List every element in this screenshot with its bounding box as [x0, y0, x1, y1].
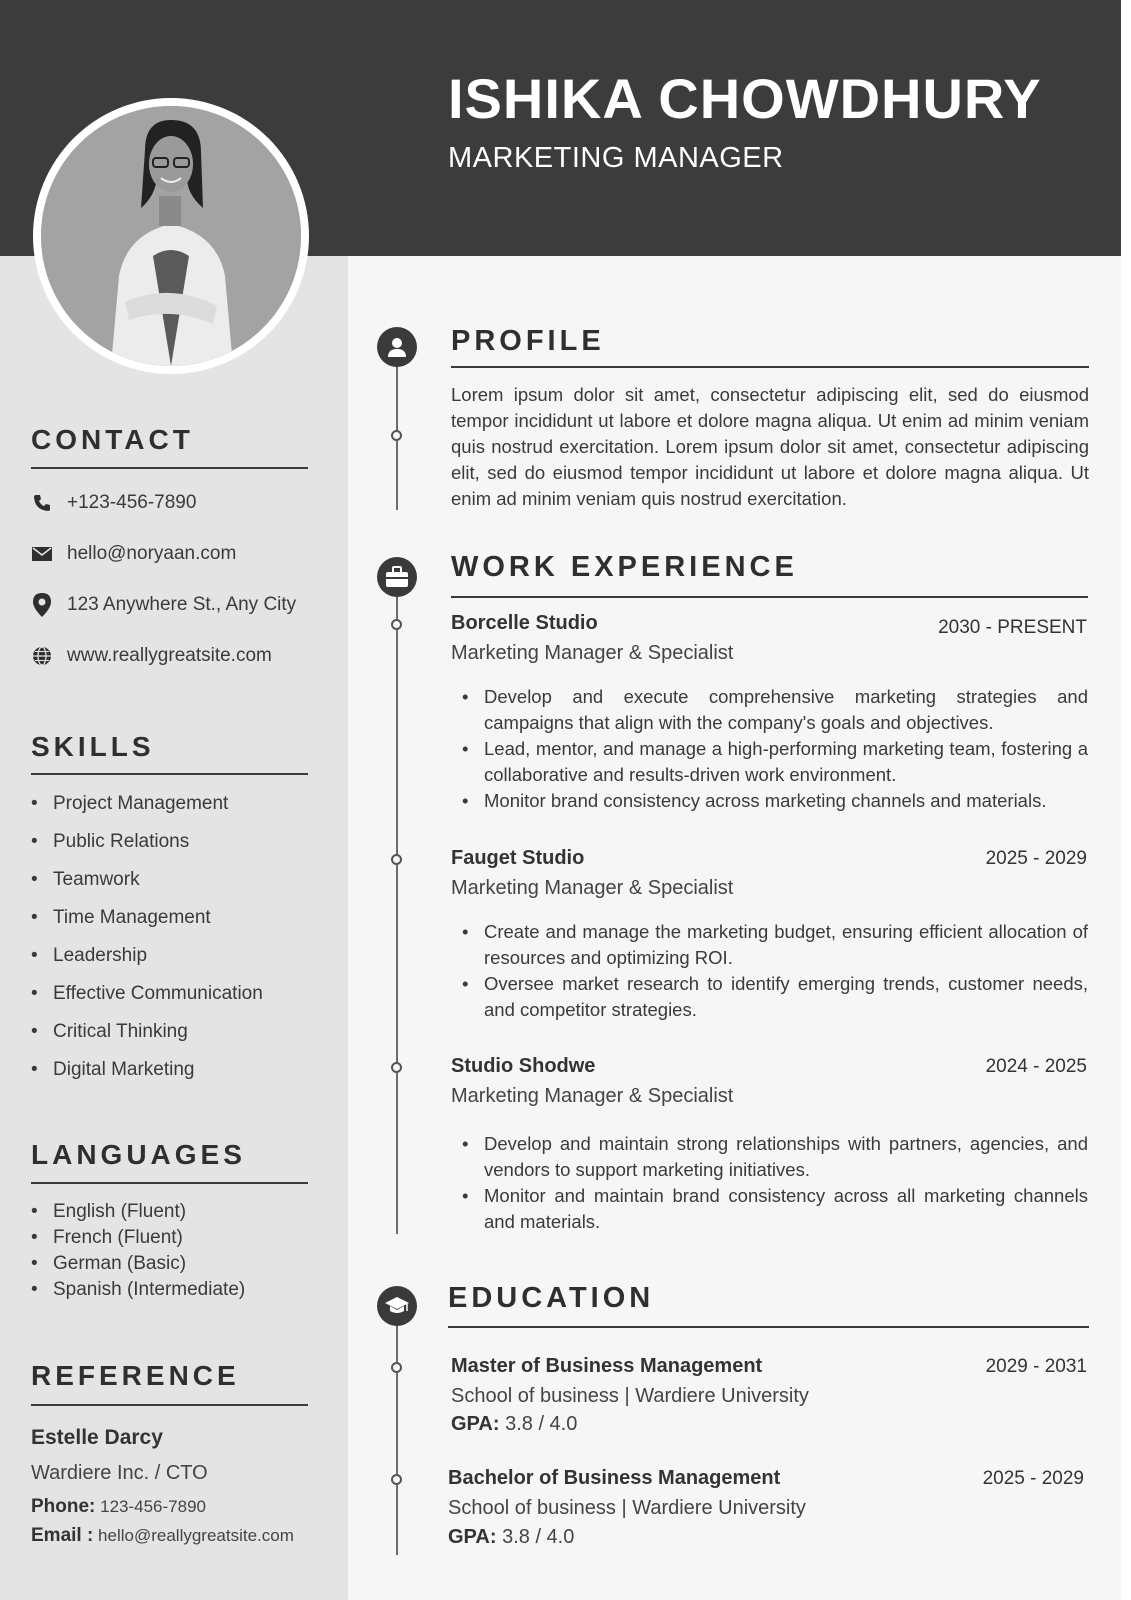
skill-item: • Public Relations: [31, 828, 263, 866]
graduation-cap-icon: [377, 1286, 417, 1326]
contact-website: www.reallygreatsite.com: [67, 645, 272, 666]
contact-phone-row: [31, 488, 196, 518]
education-gpa: [448, 1526, 574, 1549]
contact-divider: [31, 467, 308, 469]
reference-organization: Wardiere Inc. / CTO: [31, 1462, 208, 1484]
reference-phone-label: Phone:: [31, 1496, 96, 1517]
timeline-dot: [391, 1062, 402, 1073]
location-pin-icon: [31, 594, 53, 616]
timeline-dot: [391, 854, 402, 865]
skill-item: • Critical Thinking: [31, 1018, 263, 1056]
education-dates: 2025 - 2029: [982, 1468, 1084, 1489]
language-item: • English (Fluent): [31, 1199, 245, 1225]
profile-heading: PROFILE: [451, 325, 605, 357]
reference-email-value: hello@reallygreatsite.com: [98, 1526, 294, 1545]
contact-address-row: [31, 590, 296, 620]
job-role: Marketing Manager & Specialist: [451, 877, 734, 899]
gpa-label: GPA:: [451, 1413, 500, 1435]
page-edge: [1121, 0, 1131, 1600]
job-bullets: [460, 1131, 1088, 1235]
job-role: Marketing Manager & Specialist: [451, 642, 734, 664]
job-bullet: • Oversee market research to identify emerging trends, customer needs, and competitor strategies.: [460, 971, 1088, 1023]
job-company: Borcelle Studio: [451, 612, 598, 634]
education-school: School of business | Wardiere University: [448, 1497, 806, 1519]
job-bullet: • Monitor and maintain brand consistency across all marketing channels and materials.: [460, 1183, 1088, 1235]
skill-item: • Time Management: [31, 904, 263, 942]
skill-item: • Leadership: [31, 942, 263, 980]
envelope-icon: [31, 543, 53, 565]
gpa-value: 3.8 / 4.0: [502, 1526, 575, 1548]
education-dates: 2029 - 2031: [985, 1356, 1087, 1377]
reference-divider: [31, 1404, 308, 1406]
job-dates: 2030 - PRESENT: [938, 617, 1087, 638]
job-bullet: • Develop and maintain strong relationships with partners, agencies, and vendors to support marketing initiatives.: [460, 1131, 1088, 1183]
reference-email-label: Email :: [31, 1525, 94, 1546]
job-bullets: [460, 684, 1088, 814]
job-role: Marketing Manager & Specialist: [451, 1085, 734, 1107]
skill-item: • Project Management: [31, 790, 263, 828]
education-divider: [448, 1326, 1089, 1328]
job-bullets: [460, 919, 1088, 1023]
language-item: • Spanish (Intermediate): [31, 1277, 245, 1303]
contact-address: 123 Anywhere St., Any City: [67, 594, 297, 615]
education-heading: EDUCATION: [448, 1282, 655, 1314]
experience-heading: WORK EXPERIENCE: [451, 551, 798, 583]
timeline-line: [396, 1325, 398, 1555]
job-company: Studio Shodwe: [451, 1055, 596, 1077]
reference-email: [31, 1525, 294, 1547]
education-school: School of business | Wardiere University: [451, 1385, 809, 1407]
contact-heading: CONTACT: [31, 424, 194, 455]
timeline-line: [396, 594, 398, 1234]
timeline-dot: [391, 1362, 402, 1373]
languages-divider: [31, 1182, 308, 1184]
job-dates: 2024 - 2025: [985, 1056, 1087, 1077]
contact-email-row: [31, 539, 236, 569]
briefcase-icon: [377, 557, 417, 597]
reference-name: Estelle Darcy: [31, 1426, 163, 1449]
job-bullet: • Monitor brand consistency across marketing channels and materials.: [460, 788, 1088, 814]
timeline-dot: [391, 1474, 402, 1485]
skills-heading: SKILLS: [31, 731, 155, 762]
job-bullet: • Develop and execute comprehensive marketing strategies and campaigns that align with the company's goals and objectives.: [460, 684, 1088, 736]
languages-heading: LANGUAGES: [31, 1139, 246, 1170]
skills-list: [31, 790, 263, 1094]
education-degree: Bachelor of Business Management: [448, 1467, 781, 1489]
avatar: [41, 106, 301, 366]
job-company: Fauget Studio: [451, 847, 585, 869]
timeline-dot: [391, 619, 402, 630]
reference-heading: REFERENCE: [31, 1360, 240, 1391]
phone-icon: [31, 492, 53, 514]
education-degree: Master of Business Management: [451, 1355, 763, 1377]
reference-phone-value: 123-456-7890: [100, 1497, 206, 1516]
resume-name: ISHIKA CHOWDHURY: [448, 67, 1042, 130]
resume-title: MARKETING MANAGER: [448, 142, 784, 174]
job-bullet: • Create and manage the marketing budget, ensuring efficient allocation of resources and optimizing ROI.: [460, 919, 1088, 971]
contact-website-row: [31, 641, 272, 671]
profile-person-icon: [377, 327, 417, 367]
education-gpa: [451, 1413, 577, 1436]
language-item: • German (Basic): [31, 1251, 245, 1277]
skill-item: • Teamwork: [31, 866, 263, 904]
gpa-label: GPA:: [448, 1526, 497, 1548]
contact-phone: +123-456-7890: [67, 492, 197, 513]
language-item: • French (Fluent): [31, 1225, 245, 1251]
job-dates: 2025 - 2029: [985, 848, 1087, 869]
globe-icon: [31, 645, 53, 667]
experience-divider: [451, 596, 1088, 598]
skills-divider: [31, 773, 308, 775]
profile-text: Lorem ipsum dolor sit amet, consectetur adipiscing elit, sed do eiusmod tempor incididunt ut labore et dolore magna aliqua. Ut enim ad minim veniam quis nostrud exercitation. Lorem ipsum dolor sit amet, consectetur adipiscing elit, sed do eiusmod tempor incididunt ut labore et dolore magna aliqua. Ut enim ad minim veniam quis nostrud exercitation.: [451, 384, 1089, 509]
skill-item: • Digital Marketing: [31, 1056, 263, 1094]
gpa-value: 3.8 / 4.0: [505, 1413, 578, 1435]
profile-divider: [451, 366, 1089, 368]
languages-list: [31, 1199, 245, 1303]
job-bullet: • Lead, mentor, and manage a high-performing marketing team, fostering a collaborative and results-driven work environment.: [460, 736, 1088, 788]
timeline-dot: [391, 430, 402, 441]
reference-phone: [31, 1496, 206, 1518]
skill-item: • Effective Communication: [31, 980, 263, 1018]
contact-email: hello@noryaan.com: [67, 543, 237, 564]
